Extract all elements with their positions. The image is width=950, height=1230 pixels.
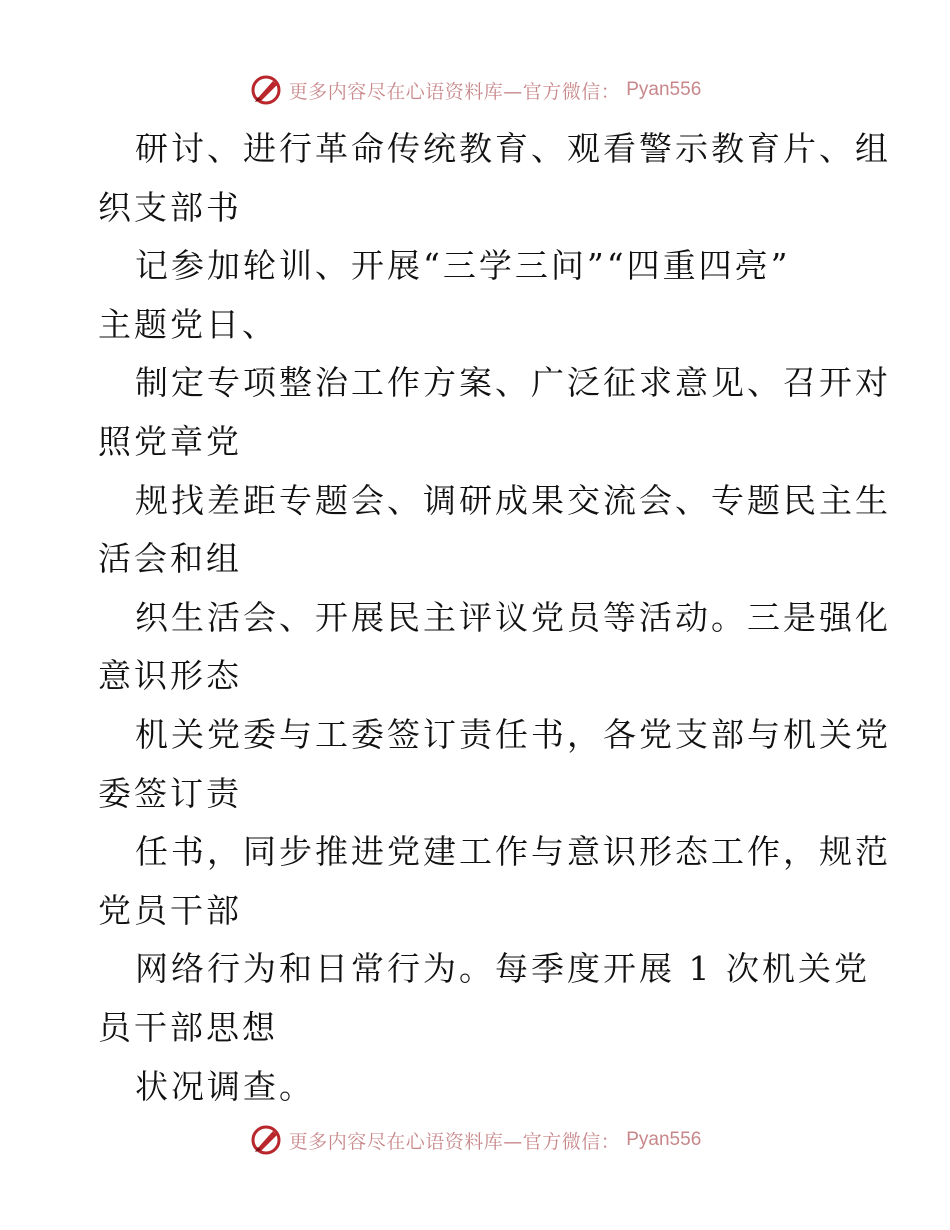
text-line: 记参加轮训、开展“三学三问”“四重四亮” [135,246,791,286]
header-banner [0,70,950,110]
text-line: 委签订责 [98,773,242,813]
banner-text: 更多内容尽在心语资料库—官方微信： [288,1130,621,1153]
text-line: 规找差距专题会、调研成果交流会、专题民主生 [135,480,891,520]
text-line: 织支部书 [98,187,242,227]
text-line: 制定专项整治工作方案、广泛征求意见、召开对 [135,363,891,403]
text-line: 机关党委与工委签订责任书，各党支部与机关党 [135,714,891,754]
text-line: 党员干部 [98,890,242,930]
text-line: 研讨、进行革命传统教育、观看警示教育片、组 [135,129,891,168]
text-line: 活会和组 [98,539,242,579]
text-line: 织生活会、开展民主评议党员等活动。三是强化 [135,597,891,637]
document-body [98,120,891,1116]
text-line: 照党章党 [98,421,242,461]
text-line: 意识形态 [98,656,242,696]
text-line: 状况调查。 [135,1066,315,1106]
banner-text: 更多内容尽在心语资料库—官方微信： [288,80,621,103]
text-line: 主题党日、 [98,304,278,344]
banner-wechat-id: Pyan556 [626,79,702,100]
pen-logo-icon [249,73,283,107]
banner-wechat-id: Pyan556 [626,1129,702,1150]
text-line: 员干部思想 [98,1007,278,1047]
text-line: 任书，同步推进党建工作与意识形态工作，规范 [135,832,891,872]
text-line: 网络行为和日常行为。每季度开展 1 次机关党 [135,949,870,989]
footer-banner [0,1120,950,1160]
pen-logo-icon [249,1123,283,1157]
